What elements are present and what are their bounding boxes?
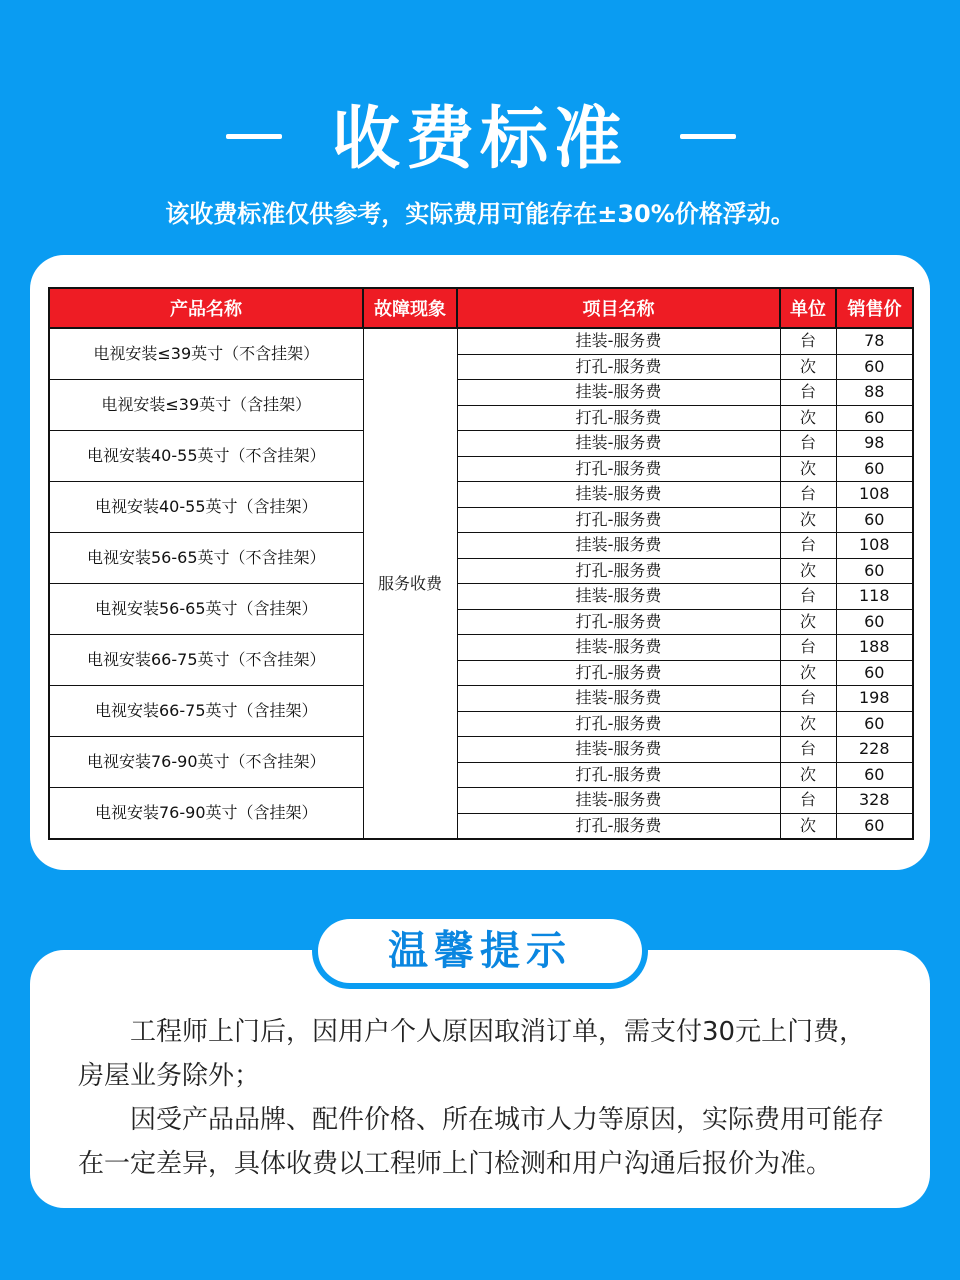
- unit-cell: 台: [780, 686, 836, 712]
- unit-cell: 台: [780, 584, 836, 610]
- table-row: [49, 635, 913, 661]
- item-name-cell: 打孔-服务费: [457, 507, 780, 533]
- table-row: [49, 737, 913, 763]
- item-name-cell: 打孔-服务费: [457, 405, 780, 431]
- price-cell: 60: [836, 660, 913, 686]
- price-cell: 228: [836, 737, 913, 763]
- title-dash-right: [680, 134, 736, 139]
- item-name-cell: 打孔-服务费: [457, 762, 780, 788]
- header-item-name: 项目名称: [457, 288, 780, 328]
- item-name-cell: 打孔-服务费: [457, 711, 780, 737]
- header-fault: 故障现象: [363, 288, 457, 328]
- header-unit: 单位: [780, 288, 836, 328]
- price-cell: 60: [836, 456, 913, 482]
- table-row: [49, 584, 913, 610]
- table-row: [49, 328, 913, 354]
- price-cell: 78: [836, 328, 913, 354]
- tips-badge: [312, 913, 648, 989]
- price-cell: 60: [836, 813, 913, 839]
- unit-cell: 次: [780, 813, 836, 839]
- page-title: 收费标准: [331, 100, 628, 179]
- price-cell: 60: [836, 558, 913, 584]
- price-cell: 60: [836, 507, 913, 533]
- price-cell: 108: [836, 482, 913, 508]
- tip-paragraph-1: 工程师上门后，因用户个人原因取消订单，需支付30元上门费，房屋业务除外；: [78, 1017, 866, 1091]
- unit-cell: 次: [780, 507, 836, 533]
- tip-paragraph-2: 因受产品品牌、配件价格、所在城市人力等原因，实际费用可能存在一定差异，具体收费以工程师上门检测和用户沟通后报价为准。: [78, 1105, 885, 1179]
- table-row: [49, 431, 913, 457]
- item-name-cell: 挂装-服务费: [457, 788, 780, 814]
- item-name-cell: 挂装-服务费: [457, 737, 780, 763]
- unit-cell: 台: [780, 533, 836, 559]
- unit-cell: 次: [780, 456, 836, 482]
- item-name-cell: 打孔-服务费: [457, 354, 780, 380]
- item-name-cell: 挂装-服务费: [457, 584, 780, 610]
- unit-cell: 台: [780, 431, 836, 457]
- product-name-cell: 电视安装76-90英寸（不含挂架）: [49, 737, 363, 788]
- item-name-cell: 打孔-服务费: [457, 456, 780, 482]
- price-cell: 88: [836, 380, 913, 406]
- product-name-cell: 电视安装76-90英寸（含挂架）: [49, 788, 363, 840]
- fee-table-header: [49, 288, 913, 328]
- item-name-cell: 挂装-服务费: [457, 686, 780, 712]
- unit-cell: 次: [780, 405, 836, 431]
- page-subtitle: 该收费标准仅供参考，实际费用可能存在±30%价格浮动。: [165, 200, 795, 228]
- unit-cell: 次: [780, 660, 836, 686]
- item-name-cell: 打孔-服务费: [457, 813, 780, 839]
- table-row: [49, 380, 913, 406]
- unit-cell: 次: [780, 354, 836, 380]
- product-name-cell: 电视安装56-65英寸（不含挂架）: [49, 533, 363, 584]
- fee-table-card: [30, 255, 930, 870]
- tips-title: 温馨提示: [318, 919, 642, 983]
- product-name-cell: 电视安装66-75英寸（不含挂架）: [49, 635, 363, 686]
- product-name-cell: 电视安装40-55英寸（不含挂架）: [49, 431, 363, 482]
- fee-table: [48, 287, 914, 840]
- price-cell: 328: [836, 788, 913, 814]
- table-row: [49, 686, 913, 712]
- product-name-cell: 电视安装40-55英寸（含挂架）: [49, 482, 363, 533]
- item-name-cell: 打孔-服务费: [457, 660, 780, 686]
- product-name-cell: 电视安装≤39英寸（不含挂架）: [49, 328, 363, 380]
- unit-cell: 台: [780, 328, 836, 354]
- price-cell: 108: [836, 533, 913, 559]
- item-name-cell: 挂装-服务费: [457, 482, 780, 508]
- tips-content: [78, 1010, 888, 1186]
- price-cell: 60: [836, 762, 913, 788]
- unit-cell: 次: [780, 711, 836, 737]
- unit-cell: 次: [780, 762, 836, 788]
- unit-cell: 台: [780, 380, 836, 406]
- price-cell: 60: [836, 405, 913, 431]
- item-name-cell: 挂装-服务费: [457, 380, 780, 406]
- page-title-block: [0, 100, 960, 180]
- item-name-cell: 挂装-服务费: [457, 533, 780, 559]
- unit-cell: 台: [780, 482, 836, 508]
- price-cell: 198: [836, 686, 913, 712]
- item-name-cell: 挂装-服务费: [457, 431, 780, 457]
- header-price: 销售价: [836, 288, 913, 328]
- item-name-cell: 打孔-服务费: [457, 558, 780, 584]
- item-name-cell: 挂装-服务费: [457, 328, 780, 354]
- table-row: [49, 482, 913, 508]
- product-name-cell: 电视安装56-65英寸（含挂架）: [49, 584, 363, 635]
- price-cell: 60: [836, 711, 913, 737]
- item-name-cell: 挂装-服务费: [457, 635, 780, 661]
- unit-cell: 次: [780, 558, 836, 584]
- fee-table-body: [49, 328, 913, 839]
- unit-cell: 台: [780, 788, 836, 814]
- unit-cell: 台: [780, 737, 836, 763]
- item-name-cell: 打孔-服务费: [457, 609, 780, 635]
- table-row: [49, 533, 913, 559]
- price-cell: 60: [836, 609, 913, 635]
- fault-cell: 服务收费: [363, 328, 457, 839]
- unit-cell: 台: [780, 635, 836, 661]
- product-name-cell: 电视安装66-75英寸（含挂架）: [49, 686, 363, 737]
- price-cell: 98: [836, 431, 913, 457]
- table-row: [49, 788, 913, 814]
- product-name-cell: 电视安装≤39英寸（含挂架）: [49, 380, 363, 431]
- price-cell: 60: [836, 354, 913, 380]
- price-cell: 188: [836, 635, 913, 661]
- price-cell: 118: [836, 584, 913, 610]
- unit-cell: 次: [780, 609, 836, 635]
- header-product-name: 产品名称: [49, 288, 363, 328]
